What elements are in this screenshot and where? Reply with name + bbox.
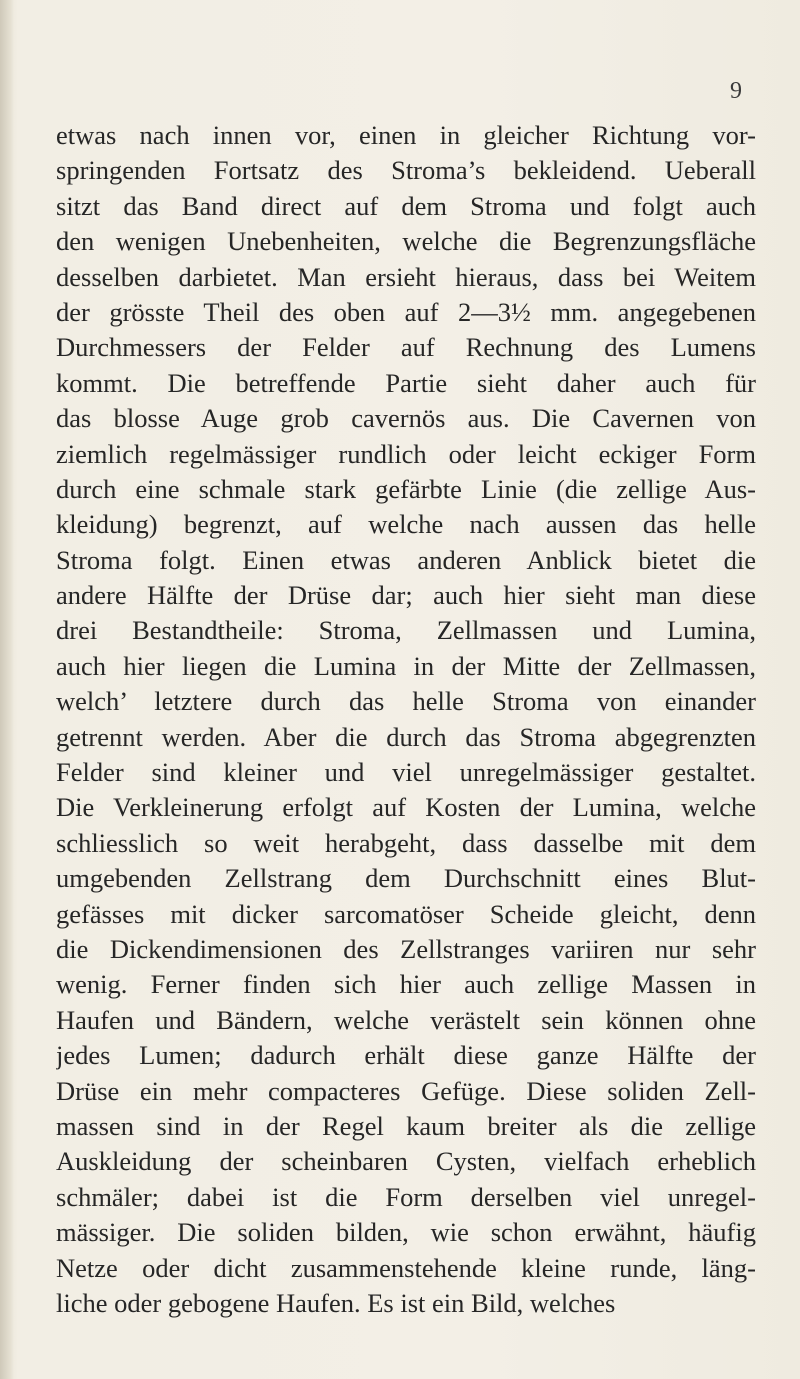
text-line-24: die Dickendimensionen des Zellstranges variiren nur sehr (56, 933, 756, 964)
text-line-32: mässiger. Die soliden bilden, wie schon erwähnt, häufig (56, 1217, 756, 1248)
text-line-7: Durchmessers der Felder auf Rechnung des Lumens (56, 332, 756, 363)
text-line-13: Stroma folgt. Einen etwas anderen Anblick bietet die (56, 544, 756, 575)
text-line-17: welch’ letztere durch das helle Stroma von einander (56, 686, 756, 717)
text-line-22: umgebenden Zellstrang dem Durchschnitt eines Blut- (56, 863, 756, 894)
text-line-29: massen sind in der Regel kaum breiter als die zellige (56, 1110, 756, 1141)
text-line-28: Drüse ein mehr compacteres Gefüge. Diese soliden Zell- (56, 1075, 756, 1106)
text-line-21: schliesslich so weit herabgeht, dass dasselbe mit dem (56, 827, 756, 858)
text-line-3: sitzt das Band direct auf dem Stroma und folgt auch (56, 190, 756, 221)
text-line-6: der grösste Theil des oben auf 2—3½ mm. angegebenen (56, 296, 756, 327)
body-text (56, 118, 756, 1321)
text-line-1: etwas nach innen vor, einen in gleicher Richtung vor- (56, 120, 756, 150)
text-line-14: andere Hälfte der Drüse dar; auch hier sieht man diese (56, 580, 756, 611)
text-line-30: Auskleidung der scheinbaren Cysten, vielfach erheblich (56, 1146, 756, 1177)
text-line-9: das blosse Auge grob cavernös aus. Die Cavernen von (56, 403, 756, 434)
text-line-27: jedes Lumen; dadurch erhält diese ganze Hälfte der (56, 1040, 756, 1071)
text-line-11: durch eine schmale stark gefärbte Linie (die zellige Aus- (56, 473, 756, 504)
text-line-20: Die Verkleinerung erfolgt auf Kosten der Lumina, welche (56, 792, 756, 823)
text-line-18: getrennt werden. Aber die durch das Stroma abgegrenzten (56, 721, 756, 752)
text-line-15: drei Bestandtheile: Stroma, Zellmassen und Lumina, (56, 615, 756, 646)
text-line-31: schmäler; dabei ist die Form derselben viel unregel- (56, 1181, 756, 1212)
text-line-8: kommt. Die betreffende Partie sieht daher auch für (56, 367, 756, 398)
text-line-5: desselben darbietet. Man ersieht hieraus, dass bei Weitem (56, 261, 756, 292)
page-spine-shadow (0, 0, 14, 1379)
text-line-4: den wenigen Unebenheiten, welche die Begrenzungsfläche (56, 226, 756, 257)
page-number: 9 (730, 78, 742, 104)
text-line-12: kleidung) begrenzt, auf welche nach aussen das helle (56, 509, 756, 540)
text-line-34: liche oder gebogene Haufen. Es ist ein Bild, welches (56, 1287, 616, 1318)
text-line-10: ziemlich regelmässiger rundlich oder leicht eckiger Form (56, 438, 756, 469)
text-line-26: Haufen und Bändern, welche verästelt sein können ohne (56, 1004, 756, 1035)
text-line-16: auch hier liegen die Lumina in der Mitte der Zellmassen, (56, 650, 756, 681)
text-line-33: Netze oder dicht zusammenstehende kleine runde, läng- (56, 1252, 756, 1283)
text-line-23: gefässes mit dicker sarcomatöser Scheide gleicht, denn (56, 898, 756, 929)
text-line-25: wenig. Ferner finden sich hier auch zellige Massen in (56, 969, 756, 1000)
text-line-2: springenden Fortsatz des Stroma’s bekleidend. Ueberall (56, 155, 756, 186)
text-line-19: Felder sind kleiner und viel unregelmässiger gestaltet. (56, 757, 756, 788)
